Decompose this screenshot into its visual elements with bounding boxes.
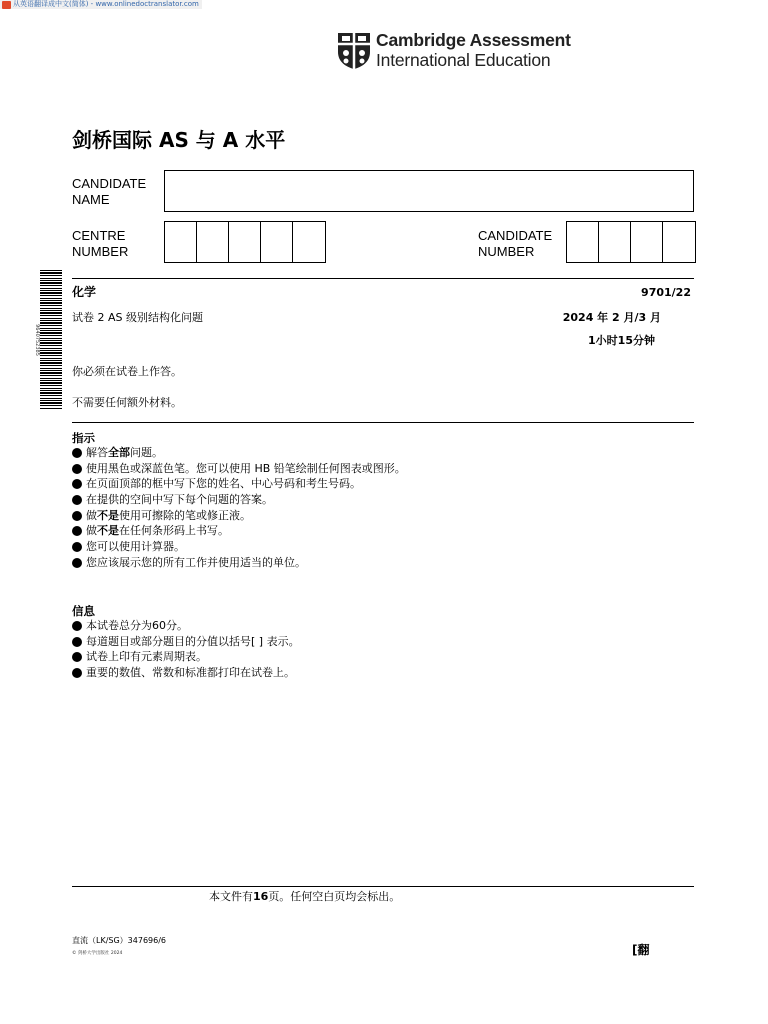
list-item: 您应该展示您的所有工作并使用适当的单位。	[72, 555, 406, 571]
logo-line-1: Cambridge Assessment	[376, 30, 571, 50]
materials-note: 不需要任何额外材料。	[72, 396, 182, 409]
barcode-number: 9640752385	[34, 324, 40, 356]
translator-link[interactable]: 从英语翻译成中文(简体) - www.onlinedoctranslator.com	[13, 0, 199, 8]
turn-over-note: [翻	[632, 943, 650, 957]
candidate-name-field[interactable]	[164, 170, 694, 212]
candidate-number-cell[interactable]	[599, 222, 631, 262]
bullet-icon	[72, 479, 82, 489]
bullet-icon	[72, 558, 82, 568]
divider	[72, 278, 694, 279]
list-item: 在提供的空间中写下每个问题的答案。	[72, 492, 406, 508]
list-item: 做 不是 使用可擦除的笔或修正液。	[72, 508, 406, 524]
bullet-icon	[72, 464, 82, 474]
bullet-icon	[72, 448, 82, 458]
information-heading: 信息	[72, 604, 95, 618]
bullet-icon	[72, 621, 82, 631]
candidate-number-field[interactable]	[566, 221, 696, 263]
instructions-heading: 指示	[72, 431, 95, 445]
paper-title: 试卷 2 AS 级别结构化问题	[72, 311, 203, 324]
bullet-icon	[72, 495, 82, 505]
centre-number-label: CENTRE NUMBER	[72, 228, 129, 259]
centre-number-cell[interactable]	[197, 222, 229, 262]
list-item: 您可以使用计算器。	[72, 539, 406, 555]
information-list	[72, 618, 300, 681]
centre-number-cell[interactable]	[229, 222, 261, 262]
centre-number-field[interactable]	[164, 221, 326, 263]
answer-note: 你必须在试卷上作答。	[72, 365, 182, 378]
bullet-icon	[72, 542, 82, 552]
subject: 化学	[72, 285, 97, 299]
centre-number-cell[interactable]	[165, 222, 197, 262]
instructions-list	[72, 445, 406, 571]
bullet-icon	[72, 637, 82, 647]
divider	[72, 886, 694, 887]
centre-number-cell[interactable]	[293, 222, 325, 262]
list-item: 做 不是 在任何条形码上书写。	[72, 523, 406, 539]
candidate-number-label: CANDIDATE NUMBER	[478, 228, 553, 259]
logo-line-2: International Education	[376, 50, 551, 70]
page-count-note: 本文件有16页。任何空白页均会标出。	[209, 890, 401, 903]
divider	[72, 422, 694, 423]
page-title: 剑桥国际 AS 与 A 水平	[72, 128, 286, 152]
list-item: 每道题目或部分题目的分值以括号[ ] 表示。	[72, 634, 300, 650]
list-item: 使用黑色或深蓝色笔。您可以使用 HB 铅笔绘制任何图表或图形。	[72, 461, 406, 477]
translator-icon	[2, 1, 11, 9]
bullet-icon	[72, 511, 82, 521]
list-item: 重要的数值、常数和标准都打印在试卷上。	[72, 665, 300, 681]
centre-number-cell[interactable]	[261, 222, 293, 262]
barcode-bars	[40, 270, 62, 410]
list-item: 试卷上印有元素周期表。	[72, 649, 300, 665]
syllabus-code: 9701/22	[641, 286, 691, 299]
translator-bar[interactable]	[0, 0, 202, 9]
document-reference: 直流（LK/SG）347696/6	[72, 936, 166, 945]
candidate-name-label: CANDIDATE NAME	[72, 176, 147, 207]
candidate-number-cell[interactable]	[663, 222, 695, 262]
candidate-number-cell[interactable]	[631, 222, 663, 262]
bullet-icon	[72, 652, 82, 662]
copyright-note: © 剑桥大学出版社 2024	[72, 951, 123, 956]
exam-duration: 1小时15分钟	[588, 334, 655, 347]
list-item: 解答 全部 问题。	[72, 445, 406, 461]
barcode	[34, 270, 62, 410]
exam-session: 2024 年 2 月/3 月	[562, 311, 661, 324]
list-item: 本试卷总分为60分。	[72, 618, 300, 634]
candidate-number-cell[interactable]	[567, 222, 599, 262]
bullet-icon	[72, 526, 82, 536]
cambridge-shield-icon	[337, 32, 371, 70]
cambridge-logo	[337, 31, 571, 70]
list-item: 在页面顶部的框中写下您的姓名、中心号码和考生号码。	[72, 476, 406, 492]
bullet-icon	[72, 668, 82, 678]
